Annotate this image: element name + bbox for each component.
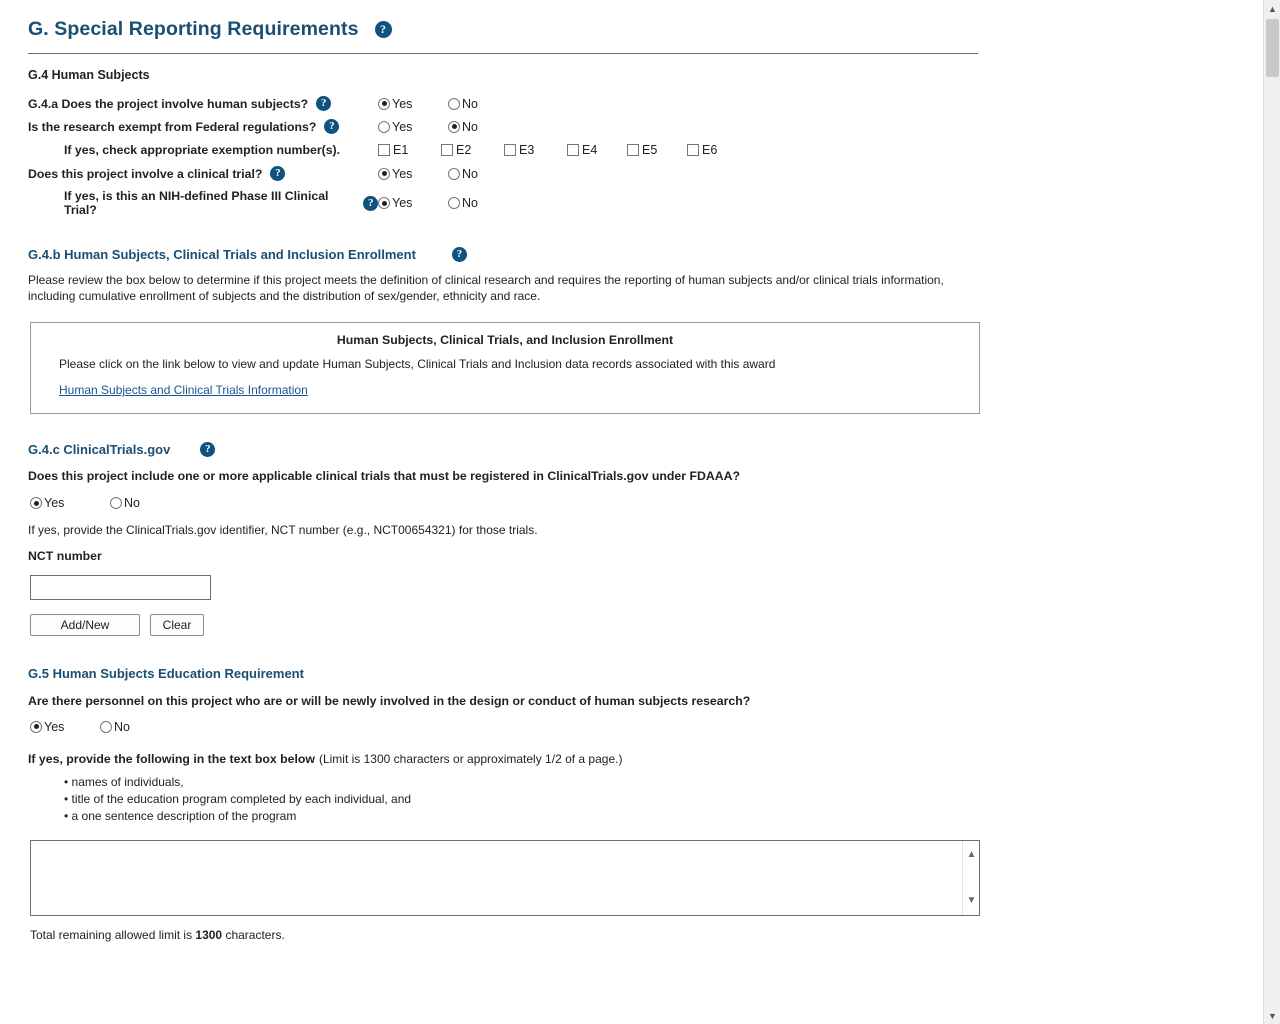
exemption-e5[interactable] — [627, 143, 687, 157]
g4a-yes-option[interactable] — [378, 97, 448, 111]
g4-exempt-question — [28, 119, 378, 134]
phase3-yes-option[interactable] — [378, 196, 448, 210]
help-icon-exempt[interactable]: ? — [324, 119, 339, 134]
g5-ifyes-bold: If yes, provide the following in the text box below — [28, 751, 315, 766]
phase3-no-option[interactable] — [448, 196, 478, 210]
limit-suffix: characters. — [222, 927, 285, 942]
exemption-e5-label: E5 — [642, 143, 658, 157]
exemption-e3[interactable] — [504, 143, 567, 157]
g5-question-row — [28, 694, 1256, 708]
g5-bullet-2: • title of the education program completed by each individual, and — [64, 791, 412, 806]
clinical-trial-no-label: No — [462, 166, 478, 181]
g5-options-row — [28, 720, 1256, 734]
clear-button[interactable]: Clear — [150, 614, 204, 636]
clinical-trial-no-option[interactable] — [448, 167, 478, 181]
g4-exempt-yes-option[interactable] — [378, 120, 448, 134]
header-divider — [28, 53, 978, 54]
help-icon-g4a[interactable]: ? — [316, 96, 331, 111]
help-icon-clinical-trial[interactable]: ? — [270, 166, 285, 181]
g4c-options-row — [28, 496, 1256, 510]
section-header — [0, 0, 1256, 41]
exemption-e6-checkbox[interactable] — [687, 144, 699, 156]
help-icon-phase3[interactable]: ? — [363, 196, 378, 211]
phase3-no-radio[interactable] — [448, 197, 460, 209]
exemption-e5-checkbox[interactable] — [627, 144, 639, 156]
exemption-e1[interactable] — [378, 143, 441, 157]
nct-number-input[interactable] — [30, 575, 211, 600]
clinical-trial-question — [28, 166, 378, 181]
exemption-e2[interactable] — [441, 143, 504, 157]
clinical-trial-label: Does this project involve a clinical trial? — [28, 166, 263, 181]
g4-exempt-no-label: No — [462, 119, 478, 134]
g5-bullet-3: • a one sentence description of the program — [64, 809, 297, 824]
textarea-scroll-up-icon[interactable]: ▲ — [966, 849, 977, 861]
exemption-label: If yes, check appropriate exemption number(s). — [64, 143, 341, 157]
g5-no-label: No — [114, 719, 130, 734]
g4c-question: Does this project include one or more applicable clinical trials that must be registered in ClinicalTrials.gov under FDAAA? — [28, 469, 741, 484]
enrollment-box-text: Please click on the link below to view and update Human Subjects, Clinical Trials and Inclusion data records associated with this award — [59, 357, 776, 372]
clinical-trial-no-radio[interactable] — [448, 168, 460, 180]
human-subjects-clinical-trials-link[interactable]: Human Subjects and Clinical Trials Information — [59, 383, 308, 398]
enrollment-box — [30, 322, 980, 414]
g4-exempt-label: Is the research exempt from Federal regulations? — [28, 119, 317, 134]
phase3-no-label: No — [462, 196, 478, 210]
character-limit-text — [30, 928, 1256, 942]
g5-bullets — [64, 774, 1256, 826]
g4c-yes-option[interactable] — [30, 496, 110, 510]
g5-no-radio[interactable] — [100, 721, 112, 733]
exemption-label-wrap — [28, 143, 378, 157]
limit-prefix: Total remaining allowed limit is — [30, 927, 196, 942]
scroll-up-icon[interactable]: ▲ — [1264, 0, 1280, 17]
g4a-row — [28, 96, 1256, 111]
g4c-yes-radio[interactable] — [30, 497, 42, 509]
g4a-no-option[interactable] — [448, 97, 478, 111]
page-scrollbar[interactable] — [1263, 0, 1280, 1024]
g5-heading: G.5 Human Subjects Education Requirement — [28, 665, 304, 681]
nct-number-label: NCT number — [28, 548, 102, 563]
help-icon-g4c[interactable]: ? — [200, 442, 215, 457]
g5-textarea-wrap[interactable] — [30, 840, 980, 916]
g5-bullet-1: • names of individuals, — [64, 774, 184, 789]
add-new-button[interactable]: Add/New — [30, 614, 140, 636]
phase3-row — [28, 189, 1256, 217]
exemption-e3-checkbox[interactable] — [504, 144, 516, 156]
scrollbar-thumb[interactable] — [1266, 19, 1279, 77]
g5-yes-radio[interactable] — [30, 721, 42, 733]
g4c-yes-label: Yes — [44, 496, 65, 511]
exemption-e1-label: E1 — [393, 143, 409, 157]
textarea-scrollbar[interactable] — [962, 841, 979, 915]
phase3-yes-radio[interactable] — [378, 197, 390, 209]
scroll-down-icon[interactable]: ▼ — [1264, 1007, 1280, 1024]
g5-no-option[interactable] — [100, 720, 130, 734]
exemption-e2-label: E2 — [456, 143, 472, 157]
exemption-e4-checkbox[interactable] — [567, 144, 579, 156]
g4-exempt-no-option[interactable] — [448, 120, 478, 134]
g4a-yes-label: Yes — [392, 96, 413, 111]
limit-count: 1300 — [195, 927, 223, 942]
phase3-question — [28, 189, 378, 217]
g4c-heading: G.4.c ClinicalTrials.gov — [28, 442, 171, 458]
exemption-row — [28, 143, 1256, 157]
g4a-label: G.4.a Does the project involve human subjects? — [28, 96, 309, 111]
g4c-no-label: No — [124, 496, 140, 511]
nct-buttons — [30, 614, 1256, 636]
g4c-question-row — [28, 469, 1256, 483]
exemption-e1-checkbox[interactable] — [378, 144, 390, 156]
g4c-no-option[interactable] — [110, 496, 140, 510]
g4a-no-label: No — [462, 96, 478, 111]
g4c-hint: If yes, provide the ClinicalTrials.gov identifier, NCT number (e.g., NCT00654321) for those trials. — [28, 523, 538, 538]
g4-exempt-row — [28, 119, 1256, 134]
g4b-heading-row — [28, 247, 1256, 262]
g5-yes-option[interactable] — [30, 720, 100, 734]
exemption-e3-label: E3 — [519, 143, 535, 157]
clinical-trial-yes-option[interactable] — [378, 167, 448, 181]
exemption-e4[interactable] — [567, 143, 627, 157]
g5-ifyes-row — [28, 752, 1256, 766]
g4-exempt-no-radio[interactable] — [448, 121, 460, 133]
phase3-label: If yes, is this an NIH-defined Phase III Clinical Trial? — [64, 189, 329, 217]
clinical-trial-yes-radio[interactable] — [378, 168, 390, 180]
g5-ifyes-normal: (Limit is 1300 characters or approximately 1/2 of a page.) — [318, 751, 623, 766]
clinical-trial-yes-label: Yes — [392, 166, 413, 181]
g4-exempt-yes-label: Yes — [392, 119, 413, 134]
help-icon-section[interactable]: ? — [375, 21, 392, 38]
enrollment-box-title: Human Subjects, Clinical Trials, and Inclusion Enrollment — [336, 333, 674, 348]
textarea-scroll-down-icon[interactable]: ▼ — [966, 895, 977, 907]
exemption-e6[interactable] — [687, 143, 717, 157]
clinical-trial-row — [28, 166, 1256, 181]
g4c-no-radio[interactable] — [110, 497, 122, 509]
exemption-e6-label: E6 — [702, 143, 718, 157]
page-title: G. Special Reporting Requirements — [28, 18, 359, 40]
g4-exempt-yes-radio[interactable] — [378, 121, 390, 133]
g4c-heading-row — [28, 442, 1256, 457]
g4a-question — [28, 96, 378, 111]
exemption-e4-label: E4 — [582, 143, 598, 157]
g5-question: Are there personnel on this project who are or will be newly involved in the design or conduct of human subjects research? — [28, 693, 751, 708]
g5-yes-label: Yes — [44, 719, 65, 734]
exemption-e2-checkbox[interactable] — [441, 144, 453, 156]
g4a-no-radio[interactable] — [448, 98, 460, 110]
g4a-yes-radio[interactable] — [378, 98, 390, 110]
g4b-heading: G.4.b Human Subjects, Clinical Trials and Inclusion Enrollment — [28, 247, 416, 262]
g4b-paragraph: Please review the box below to determine if this project meets the definition of clinical research and requires the reporting of human subjects and/or clinical trials information, including cumulative enrollment of subjects and the distribution of sex/gender, ethnicity and race. — [28, 273, 944, 304]
help-icon-g4b[interactable]: ? — [452, 247, 467, 262]
phase3-yes-label: Yes — [392, 196, 413, 210]
g4-heading: G.4 Human Subjects — [28, 68, 150, 82]
